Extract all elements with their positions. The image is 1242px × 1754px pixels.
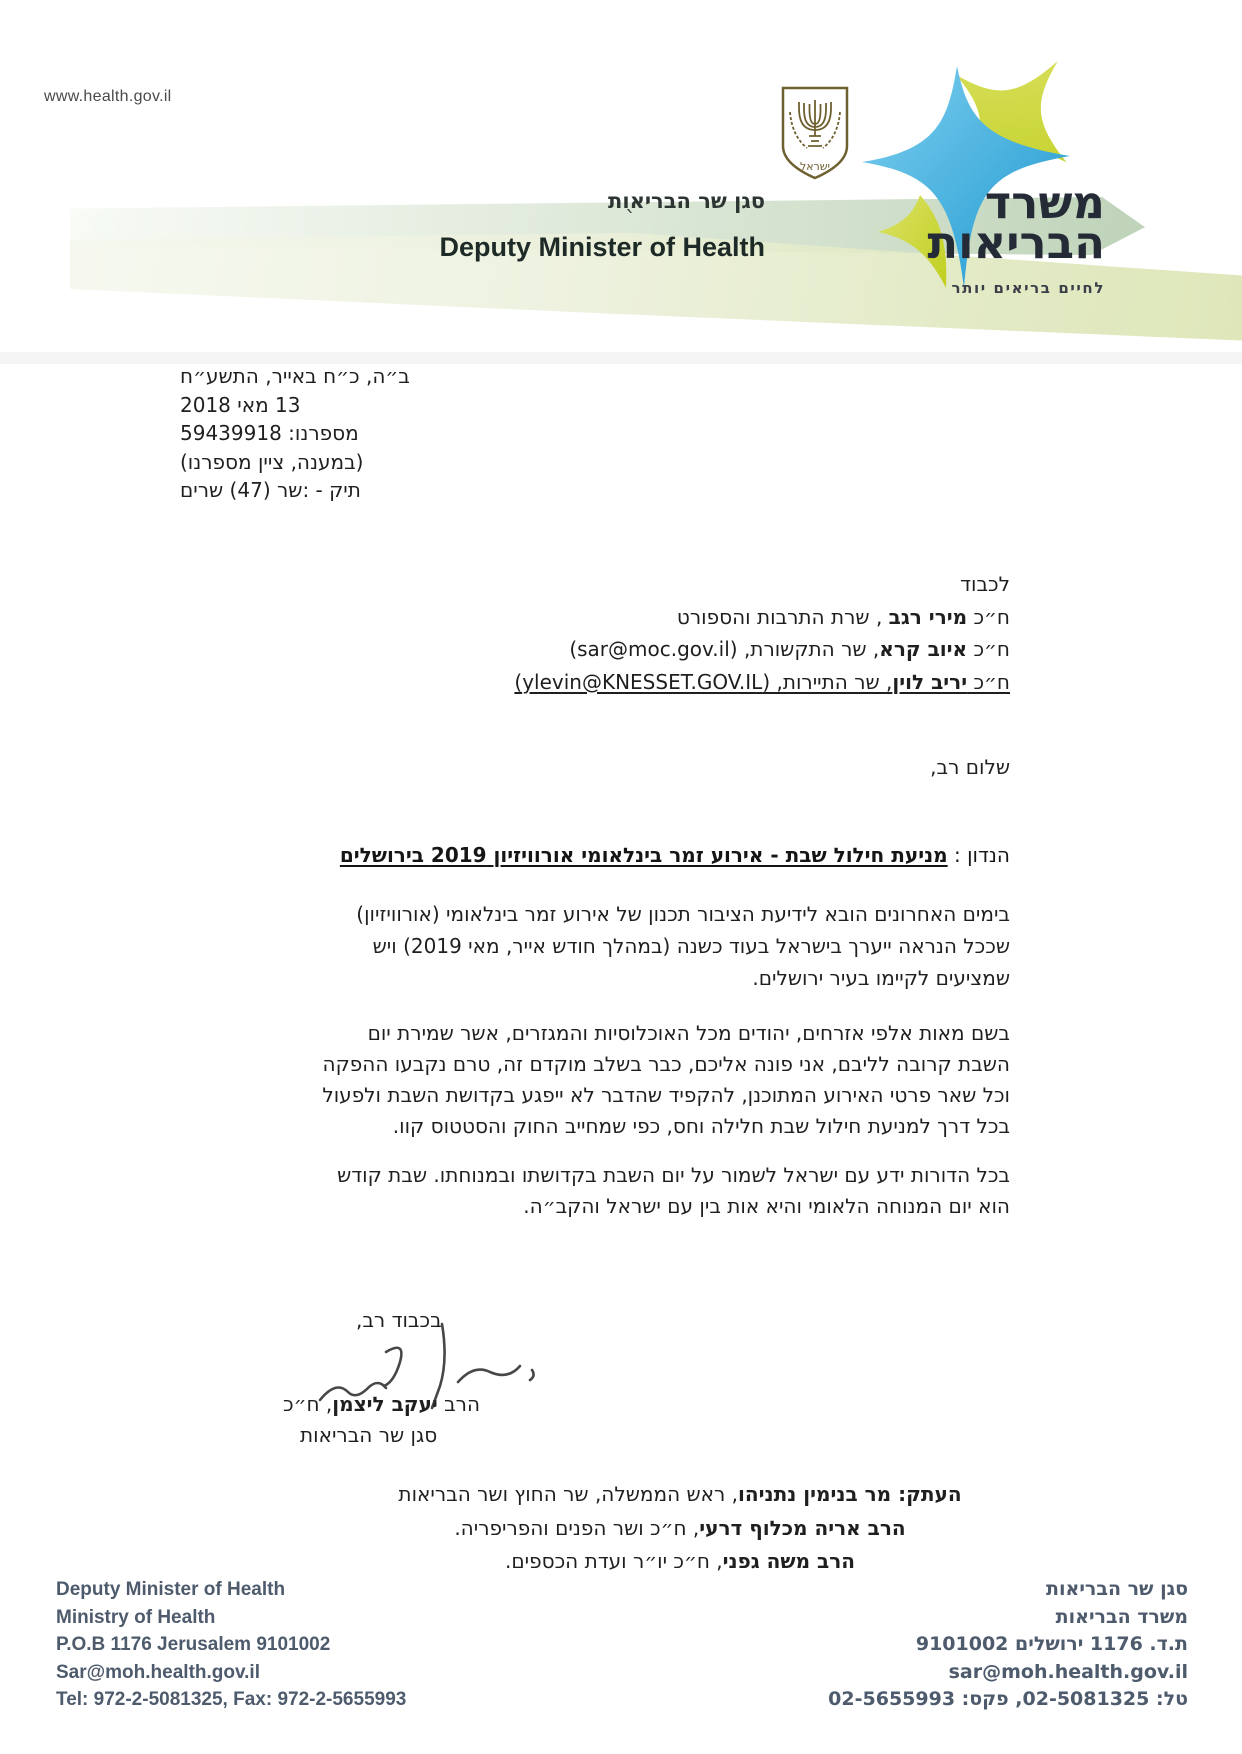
- paragraph-line: שמציעים לקיימו בעיר ירושלים.: [752, 966, 1010, 990]
- cc-person: הרב משה גפני: [722, 1549, 855, 1573]
- footer-line: P.O.B 1176 Jerusalem 9101002: [56, 1634, 331, 1655]
- paragraph-line: בכל הדורות ידע עם ישראל לשמור על יום השבת בקדושתו ובמנוחתו. שבת קודש: [337, 1163, 1010, 1187]
- signer-name: יעקב ליצמן: [332, 1392, 438, 1416]
- footer-hebrew: [828, 1576, 1188, 1714]
- logo-title-line1: משרד: [984, 176, 1105, 229]
- our-number-line: מספרנו: 59439918: [180, 421, 359, 445]
- paragraph-line: שככל הנראה ייערך בישראל בעוד כשנה (במהלך חודש אייר, מאי 2019) ויש: [372, 934, 1010, 958]
- recipient-role: , שר התקשורת, (sar@moc.gov.il): [569, 637, 880, 661]
- stray-pen-mark: `: [625, 208, 636, 233]
- footer-line: Ministry of Health: [56, 1606, 216, 1628]
- recipient-line: [514, 633, 1010, 666]
- closing: בכבוד רב,: [356, 1308, 442, 1332]
- paragraph-1: [356, 898, 1010, 994]
- cc-role: , ראש הממשלה, שר החוץ ושר הבריאות: [398, 1482, 739, 1506]
- logo-tagline: לחיים בריאים יותר: [951, 279, 1105, 297]
- handwritten-signature: [310, 1322, 550, 1426]
- cc-block: [300, 1478, 1060, 1579]
- paragraph-line: השבת קרובה לליבם, אני פונה אליכם, כבר בשלב מוקדם זה, טרם נקבעו ההפקה: [322, 1052, 1010, 1076]
- recipient-line: [514, 601, 1010, 634]
- subject-line: [340, 843, 1010, 867]
- website-url: www.health.gov.il: [44, 88, 172, 105]
- paragraph-line: בימים האחרונים הובא לידיעת הציבור תכנון של אירוע זמר בינלאומי (אורוויזיון): [356, 902, 1010, 926]
- footer-line: sar@moh.health.gov.il: [948, 1660, 1188, 1683]
- signer-title: סגן שר הבריאות: [300, 1423, 438, 1447]
- signer-name-suffix: , ח״כ: [283, 1392, 333, 1416]
- paragraph-line: בכל דרך למניעת חילול שבת חלילה וחס, כפי שמחייב החוק והסטטוס קוו.: [392, 1114, 1010, 1138]
- paragraph-line: וכל שאר פרטי האירוע המתוכנן, להקפיד שהדבר לא ייפגע בקדושת השבת ולפעול: [322, 1083, 1010, 1107]
- salutation: לכבוד: [960, 572, 1010, 596]
- recipient-prefix: ח״כ: [967, 669, 1010, 694]
- cc-person: הרב אריה מכלוף דרעי: [699, 1515, 906, 1540]
- cc-line: [300, 1512, 1060, 1546]
- signer-honorific: הרב: [437, 1392, 481, 1416]
- footer-line: טל: 02-5081325, פקס: 02-5655993: [828, 1688, 1188, 1710]
- cc-label: העתק:: [891, 1482, 962, 1506]
- recipient-name: מירי רגב: [888, 604, 968, 629]
- svg-text:ישראל: ישראל: [799, 160, 831, 173]
- hebrew-date-line: ב״ה, כ״ח באייר, התשע״ח: [180, 364, 410, 388]
- footer-line: סגן שר הבריאות: [1045, 1578, 1188, 1600]
- subject-label: הנדון :: [947, 843, 1010, 867]
- footer-line: משרד הבריאות: [1055, 1605, 1188, 1628]
- unit-title-english: Deputy Minister of Health: [439, 232, 765, 262]
- logo-title-line2: הבריאות: [927, 216, 1105, 269]
- cc-line: [300, 1478, 1060, 1512]
- recipient-name: יריב לוין: [892, 669, 968, 694]
- file-line: תיק - :שר (47) שרים: [180, 478, 361, 502]
- cc-role: , ח״כ ושר הפנים והפריפריה.: [454, 1515, 700, 1540]
- recipient-role: , שר התיירות, (ylevin@KNESSET.GOV.IL): [514, 669, 893, 694]
- footer-line: Sar@moh.health.gov.il: [56, 1661, 260, 1683]
- israel-state-emblem-icon: [773, 84, 857, 188]
- gregorian-date-line: 13 מאי 2018: [180, 392, 301, 417]
- footer-line: Tel: 972-2-5081325, Fax: 972-2-5655993: [56, 1689, 407, 1710]
- paragraph-line: הוא יום המנוחה הלאומי והיא אות בין עם ישראל והקב״ה.: [523, 1194, 1010, 1218]
- greeting: שלום רב,: [930, 755, 1010, 779]
- recipient-line-underlined: [514, 666, 1010, 699]
- recipient-prefix: ח״כ: [967, 637, 1010, 661]
- footer-english: [56, 1576, 406, 1714]
- cc-person: מר בנימין נתניהו: [738, 1482, 892, 1506]
- unit-title-hebrew: סגן שר הבריאות: [608, 189, 765, 213]
- cc-line: [300, 1545, 1060, 1579]
- footer-line: ת.ד. 1176 ירושלים 9101002: [915, 1633, 1188, 1655]
- reference-block: [180, 362, 410, 505]
- recipients-block: [514, 568, 1010, 698]
- cc-role: , ח״כ יו״ר ועדת הכספים.: [505, 1549, 723, 1573]
- subject-text: מניעת חילול שבת - אירוע זמר בינלאומי אורוויזיון 2019 בירושלים: [339, 843, 948, 867]
- paragraph-line: בשם מאות אלפי אזרחים, יהודים מכל האוכלוסיות והמגזרים, אשר שמירת יום: [367, 1021, 1010, 1045]
- paragraph-2: [322, 1018, 1010, 1142]
- ministry-logo-wordmark: [927, 176, 1105, 308]
- recipient-name: איוב קרא: [879, 637, 968, 661]
- footer-line: Deputy Minister of Health: [56, 1579, 286, 1600]
- reply-note-line: (במענה, ציין מספרנו): [180, 449, 364, 474]
- recipient-prefix: ח״כ: [967, 604, 1010, 629]
- paragraph-3: [337, 1160, 1010, 1222]
- recipient-role: , שרת התרבות והספורט: [676, 604, 889, 629]
